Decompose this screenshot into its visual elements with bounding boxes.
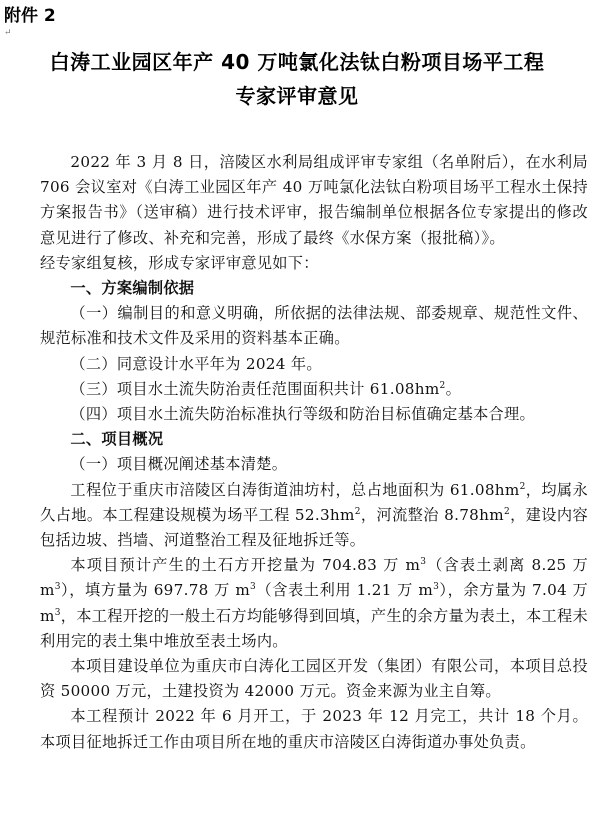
document-body [40,150,588,755]
superscript: 2 [439,380,446,391]
superscript: 3 [250,582,257,593]
text-run: ，建设内容包括边坡、挡墙、河道整治工程及征地拆迁等。 [40,505,588,550]
attachment-label: 附件 2 [4,6,56,26]
intro-conclusion: 经专家组复核，形成专家评审意见如下： [40,253,319,272]
section-heading-basis: 一、方案编制依据 [70,279,195,298]
location-paragraph [40,478,588,554]
basis-item-4: （四）项目水土流失防治标准执行等级和防治目标值确定基本合理。 [70,405,536,424]
intro-paragraph: 2022 年 3 月 8 日，涪陵区水利局组成评审专家组（名单附后），在水利局 706 会议室对《白涛工业园区年产 40 万吨氯化法钛白粉项目场平工程水土保持方案报告书》（送审稿）进行技术评审，报告编制单位根据各位专家提出的修改意见进行了修改、补充和完善，形成了最终《水保方案（报批稿）》。 [40,153,588,247]
superscript: 2 [519,481,526,492]
overview-item-1: （一）项目概况阐述基本清楚。 [70,455,288,474]
text-run: 本项目预计产生的土石方开挖量为 704.83 万 m [70,556,421,575]
superscript: 2 [503,506,510,517]
basis-item-2: （二）同意设计水平年为 2024 年。 [70,354,322,373]
superscript: 3 [420,557,427,568]
basis-item-1: （一）编制目的和意义明确，所依据的法律法规、部委规章、规范性文件、规范标准和技术文件及采用的资料基本正确。 [40,304,588,348]
schedule-paragraph: 本工程预计 2022 年 6 月开工，于 2023 年 12 月完工，共计 18 个月。本项目征地拆迁工作由项目所在地的重庆市涪陵区白涛街道办事处负责。 [40,707,588,751]
text-run: ，河流整治 8.78hm [360,505,504,524]
section-heading-overview: 二、项目概况 [70,430,164,449]
earthwork-paragraph [40,553,588,654]
basis-item-3-end: 。 [445,379,462,398]
return-mark-icon: ↵ [4,28,12,38]
superscript: 3 [54,607,61,618]
document-title: 白涛工业园区年产 40 万吨氯化法钛白粉项目场平工程 [49,50,545,74]
text-run: 工程位于重庆市涪陵区白涛街道油坊村，总占地面积为 61.08hm [70,480,520,499]
superscript: 3 [433,582,440,593]
text-run: ），余方量为 7.04 万 m [40,581,589,625]
text-run: ，本工程开挖的一般土石方均能够得到回填，产生的余方量为表土，本工程未利用完的表土集中堆放至表土场内。 [40,606,588,650]
text-run: （含表土利用 1.21 万 m [256,581,434,600]
text-run: （含表土剥离 8.25 万 m [40,556,589,600]
superscript: 3 [54,582,61,593]
owner-investment-paragraph: 本项目建设单位为重庆市白涛化工园区开发（集团）有限公司，本项目总投资 50000 万元，土建投资为 42000 万元。资金来源为业主自筹。 [40,657,588,701]
basis-item-3-text: （三）项目水土流失防治责任范围面积共计 61.08hm [70,379,440,398]
text-run: ，均属永久占地。本工程建设规模为场平工程 52.3hm [40,480,588,524]
basis-item-3 [40,377,588,402]
document-subtitle: 专家评审意见 [235,84,359,108]
superscript: 2 [354,506,361,517]
text-run: ），填方量为 697.78 万 m [60,581,251,600]
